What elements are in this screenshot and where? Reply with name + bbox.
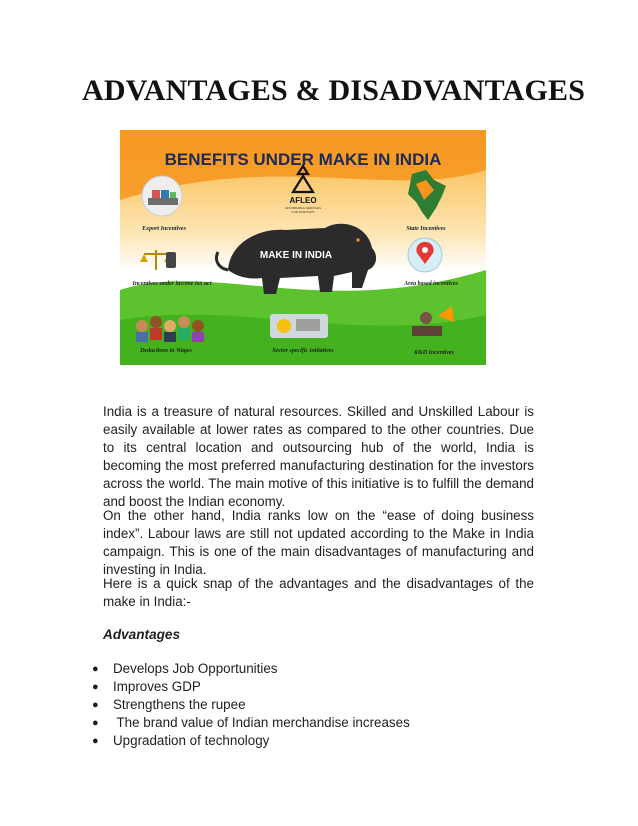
bullet-icon: ● [92,735,99,747]
make-in-india-text: MAKE IN INDIA [259,250,333,261]
advantages-heading: Advantages [103,627,181,642]
advantages-list [92,660,410,750]
benefits-banner-image [120,130,486,365]
bullet-icon: ● [92,663,99,675]
banner-heading: BENEFITS UNDER MAKE IN INDIA [164,150,442,169]
svg-text:FOR STARTUPS: FOR STARTUPS [291,210,315,214]
bullet-icon: ● [92,717,99,729]
svg-text:Area based incentives: Area based incentives [404,281,458,287]
svg-text:Sector specific initiatives: Sector specific initiatives [272,348,334,354]
list-item: ● Strengthens the rupee [92,697,246,712]
paragraph-advantages-intro: India is a treasure of natural resources. Skilled and Unskilled Labour is easily available at lower rates as compared to the other countries. Due to its central location and outsourcing hub of the world, India is becoming the most preferred manufacturing destination for the investors across the world. The main motive of this initiative is to fulfill the demand and boost the Indian economy. [103,404,534,509]
svg-text:Export Incentives: Export Incentives [142,226,186,232]
page-title: ADVANTAGES & DISADVANTAGES [82,74,586,107]
svg-text:Incentives under income tax ac: Incentives under income tax act [132,281,212,287]
bullet-icon: ● [92,699,99,711]
svg-text:Deductions in Wages: Deductions in Wages [140,348,192,354]
svg-text:State Incentives: State Incentives [406,226,446,232]
list-item: ● The brand value of Indian merchandise increases [92,715,410,730]
list-item: ● Improves GDP [92,679,201,694]
list-item: ● Upgradation of technology [92,733,270,748]
svg-text:R&D Incentives: R&D Incentives [414,350,454,356]
bullet-icon: ● [92,681,99,693]
svg-text:AFFORDABLE SERVICES: AFFORDABLE SERVICES [285,206,321,210]
list-item: ● Develops Job Opportunities [92,661,278,676]
paragraph-disadvantages-intro: On the other hand, India ranks low on the “ease of doing business index”. Labour laws are still not updated according to the Make in India campaign. This is one of the main disadvantages of manufacturing and investing in India. [103,508,534,577]
paragraph-quick-snap: Here is a quick snap of the advantages and the disadvantages of the make in India:- [103,576,534,609]
sector-initiatives-item [270,314,334,354]
svg-text:AFLEO: AFLEO [289,196,317,205]
